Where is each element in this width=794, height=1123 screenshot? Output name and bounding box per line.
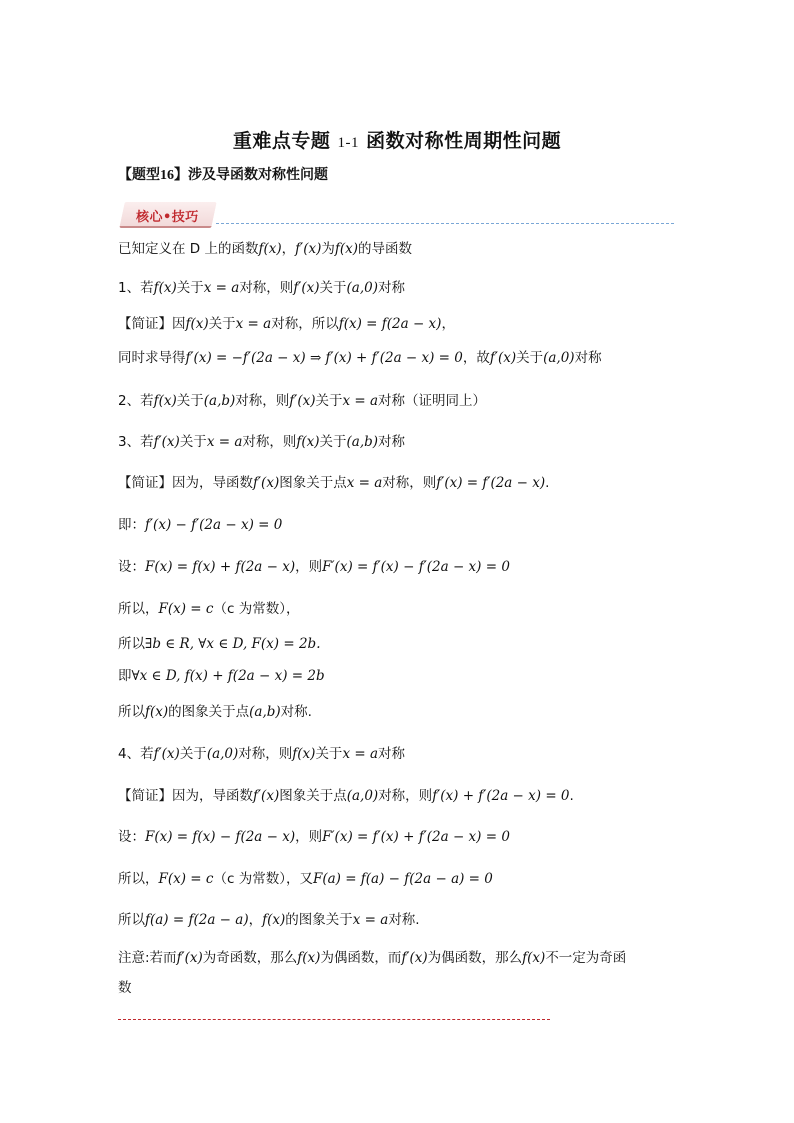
math-expression: f(x)	[296, 434, 320, 450]
math-expression: f(x)	[522, 950, 546, 966]
math-expression: f(x)	[258, 241, 282, 257]
math-expression: (a,b)	[249, 704, 281, 720]
math-expression: f′(x)	[289, 393, 316, 409]
math-expression: f′(x) = f′(2a − x)	[436, 475, 546, 491]
math-expression: f(x)	[297, 950, 321, 966]
math-expression: f(x)	[334, 241, 359, 257]
line-l8: 即：f′(x) − f′(2a − x) = 0	[118, 517, 283, 533]
line-l16: 设：F(x) = f(x) − f(2a − x)，则F′(x) = f′(x) + f′(2a − x) = 0	[118, 829, 510, 845]
line-l2: 1、若f(x)关于x = a对称，则f′(x)关于(a,0)对称	[118, 280, 405, 296]
math-expression: ∃b ∈ R, ∀x ∈ D, F(x) = 2b.	[145, 636, 321, 652]
math-expression: f′(x)	[401, 950, 428, 966]
line-l9: 设：F(x) = f(x) + f(2a − x)，则F′(x) = f′(x) − f′(2a − x) = 0	[118, 559, 510, 575]
footer-dashed-rule	[118, 1019, 550, 1020]
math-expression: x = a	[235, 316, 272, 332]
math-expression: f′(x)	[176, 950, 203, 966]
math-expression: f(x) = f(2a − x)	[338, 316, 442, 332]
math-expression: F(x) = f(x) − f(2a − x)	[145, 829, 296, 845]
line-l1: 已知定义在 D 上的函数f(x)，f′(x)为f(x)的导函数	[118, 241, 413, 257]
math-expression: f′(x)	[153, 746, 180, 762]
banner-rule	[216, 223, 674, 224]
math-expression: x = a	[342, 393, 379, 409]
math-expression: F(a) = f(a) − f(2a − a) = 0	[312, 871, 493, 887]
line-l6: 3、若f′(x)关于x = a对称，则f(x)关于(a,b)对称	[118, 434, 406, 450]
math-expression: f′(x) − f′(2a − x) = 0	[145, 517, 283, 533]
math-expression: f(x)	[292, 746, 316, 762]
math-expression: f(x)	[185, 316, 209, 332]
math-expression: f′(x) = −f′(2a − x) ⇒ f′(x) + f′(2a − x) = 0	[185, 350, 463, 366]
math-expression: f′(x)	[489, 350, 517, 366]
math-expression: F(x) = c	[158, 871, 214, 887]
line-l18: 所以f(a) = f(2a − a)，f(x)的图象关于x = a对称.	[118, 912, 420, 928]
line-l15: 【简证】因为，导函数f′(x)图象关于点(a,0)对称，则f′(x) + f′(2a − x) = 0.	[118, 788, 574, 804]
math-expression: f′(x)	[293, 280, 320, 296]
math-expression: F′(x) = f′(x) + f′(2a − x) = 0	[322, 829, 510, 845]
math-expression: f′(x)	[253, 475, 280, 491]
line-l19: 注意:若而f′(x)为奇函数，那么f(x)为偶函数，而f′(x)为偶函数，那么f(x)不一定为奇函	[118, 950, 627, 966]
math-expression: F(x) = c	[158, 601, 214, 617]
math-expression: (a,0)	[543, 350, 575, 366]
line-l5: 2、若f(x)关于(a,b)对称，则f′(x)关于x = a对称（证明同上）	[118, 393, 487, 409]
page-title: 重难点专题 1-1 函数对称性周期性问题	[232, 130, 562, 152]
math-expression: f′(x)	[153, 434, 180, 450]
math-expression: (a,0)	[206, 746, 239, 762]
section-banner	[118, 200, 674, 228]
math-expression: F(x) = f(x) + f(2a − x)	[145, 559, 296, 575]
line-l4: 同时求导得f′(x) = −f′(2a − x) ⇒ f′(x) + f′(2a − x) = 0，故f′(x)关于(a,0)对称	[118, 350, 602, 366]
math-expression: f′(x)	[253, 788, 280, 804]
math-expression: x = a	[352, 912, 389, 928]
math-expression: ∀x ∈ D, f(x) + f(2a − x) = 2b	[131, 668, 325, 684]
math-expression: f′(x) + f′(2a − x) = 0	[432, 788, 570, 804]
math-expression: f(x)	[262, 912, 286, 928]
math-expression: (a,b)	[203, 393, 236, 409]
section-heading: 【题型16】涉及导函数对称性问题	[118, 167, 328, 183]
math-expression: x = a	[346, 475, 383, 491]
math-expression: f(x)	[145, 704, 169, 720]
line-l17: 所以，F(x) = c（c 为常数），又F(a) = f(a) − f(2a − a) = 0	[118, 871, 493, 887]
math-expression: (a,0)	[346, 280, 378, 296]
line-l20: 数	[118, 980, 132, 996]
math-expression: f(x)	[153, 280, 177, 296]
math-expression: x = a	[206, 434, 243, 450]
line-l3: 【简证】因f(x)关于x = a对称，所以f(x) = f(2a − x)，	[118, 316, 455, 332]
math-expression: x = a	[342, 746, 378, 762]
math-expression: f(x)	[153, 393, 177, 409]
math-expression: f(a) = f(2a − a)	[145, 912, 249, 928]
math-expression: x = a	[203, 280, 240, 296]
line-l12: 即∀x ∈ D, f(x) + f(2a − x) = 2b	[118, 668, 325, 684]
math-expression: F′(x) = f′(x) − f′(2a − x) = 0	[322, 559, 510, 575]
math-expression: (a,0)	[346, 788, 379, 804]
banner-label: 核心•技巧	[136, 210, 199, 225]
line-l7: 【简证】因为，导函数f′(x)图象关于点x = a对称，则f′(x) = f′(2a − x).	[118, 475, 550, 491]
line-l11: 所以∃b ∈ R, ∀x ∈ D, F(x) = 2b.	[118, 636, 321, 652]
line-l10: 所以，F(x) = c（c 为常数），	[118, 601, 300, 617]
math-expression: (a,b)	[346, 434, 379, 450]
line-l13: 所以f(x)的图象关于点(a,b)对称.	[118, 704, 312, 720]
math-expression: f′(x)	[295, 241, 322, 257]
line-l14: 4、若f′(x)关于(a,0)对称，则f(x)关于x = a对称	[118, 746, 405, 762]
